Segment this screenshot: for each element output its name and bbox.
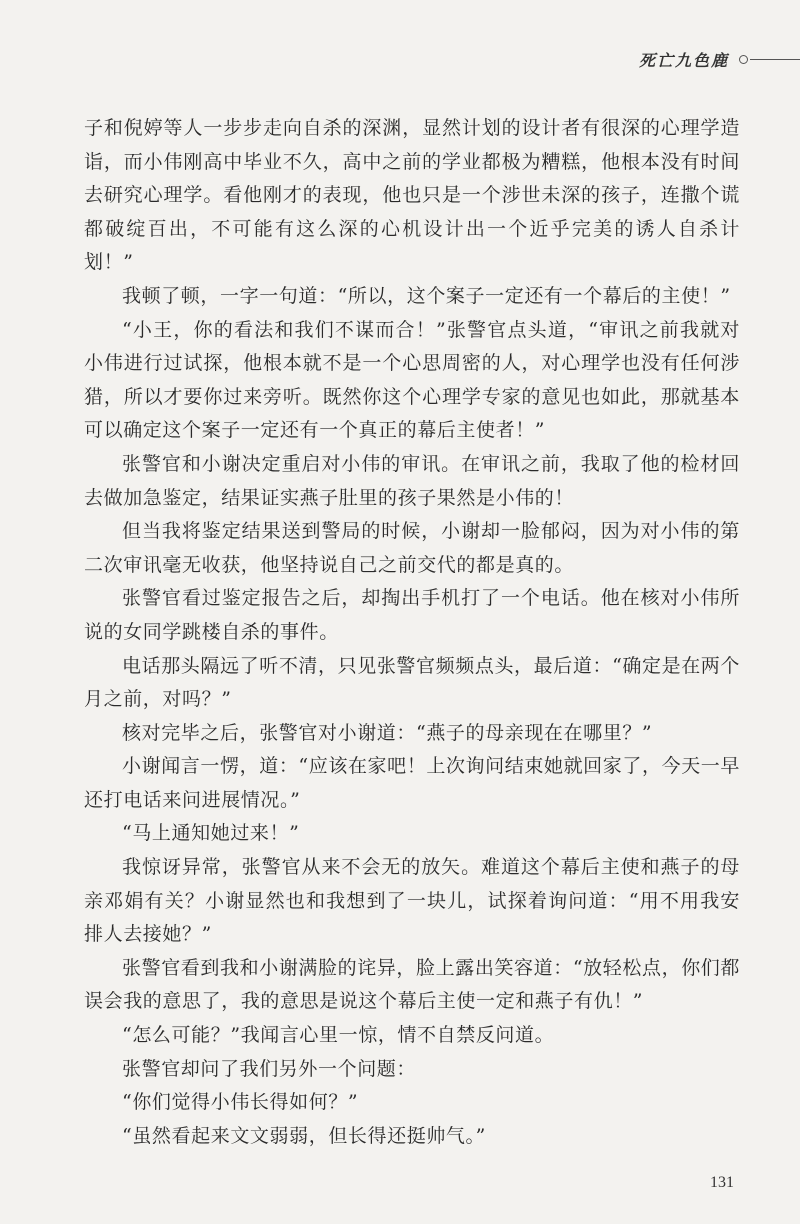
paragraph: 但当我将鉴定结果送到警局的时候，小谢却一脸郁闷，因为对小伟的第二次审讯毫无收获，他坚持说自己之前交代的都是真的。 (84, 520, 740, 576)
paragraph: 张警官和小谢决定重启对小伟的审讯。在审讯之前，我取了他的检材回去做加急鉴定，结果证实燕子肚里的孩子果然是小伟的！ (84, 452, 740, 509)
paragraph: “虽然看起来文文弱弱，但长得还挺帅气。” (122, 1124, 486, 1147)
paragraph: 电话那头隔远了听不清，只见张警官频频点头，最后道：“确定是在两个月之前，对吗？” (84, 654, 740, 711)
paragraph: “小王，你的看法和我们不谋而合！”张警官点头道，“审讯之前我就对小伟进行过试探，他根本就不是一个心思周密的人，对心理学也没有任何涉猎，所以才要你过来旁听。既然你这个心理学专家的意见也如此，那就基本可以确定这个案子一定还有一个真正的幕后主使者！” (84, 318, 740, 442)
paragraph: 张警官却问了我们另外一个问题： (122, 1057, 417, 1080)
book-title: 死亡九色鹿 (638, 50, 729, 70)
paragraph: “你们觉得小伟长得如何？” (122, 1091, 359, 1114)
paragraph: 小谢闻言一愣，道：“应该在家吧！上次询问结束她就回家了，今天一早还打电话来问进展情况。” (84, 755, 740, 811)
paragraph: 张警官看到我和小谢满脸的诧异，脸上露出笑容道：“放轻松点，你们都误会我的意思了，我的意思是说这个幕后主使一定和燕子有仇！” (84, 956, 740, 1013)
paragraph: “怎么可能？”我闻言心里一惊，情不自禁反问道。 (122, 1024, 555, 1047)
header-ornament-circle-icon (739, 55, 748, 64)
paragraph: 核对完毕之后，张警官对小谢道：“燕子的母亲现在在哪里？” (122, 721, 653, 744)
paragraph: 我惊讶异常，张警官从来不会无的放矢。难道这个幕后主使和燕子的母亲邓娟有关？小谢显然也和我想到了一块儿，试探着询问道：“用不用我安排人去接她？” (84, 856, 740, 946)
header-rule (750, 59, 800, 60)
running-header (639, 44, 800, 74)
paragraph: 张警官看过鉴定报告之后，却掏出手机打了一个电话。他在核对小伟所说的女同学跳楼自杀的事件。 (84, 587, 740, 643)
page-body (84, 112, 740, 1153)
page-number: 131 (710, 1174, 734, 1191)
paragraph: 子和倪婷等人一步步走向自杀的深渊，显然计划的设计者有很深的心理学造诣，而小伟刚高中毕业不久，高中之前的学业都极为糟糕，他根本没有时间去研究心理学。看他刚才的表现，他也只是一个涉世未深的孩子，连撒个谎都破绽百出，不可能有这么深的心机设计出一个近乎完美的诱人自杀计划！” (84, 117, 740, 274)
paragraph: 我顿了顿，一字一句道：“所以，这个案子一定还有一个幕后的主使！” (122, 284, 731, 307)
paragraph: “马上通知她过来！” (122, 822, 300, 845)
